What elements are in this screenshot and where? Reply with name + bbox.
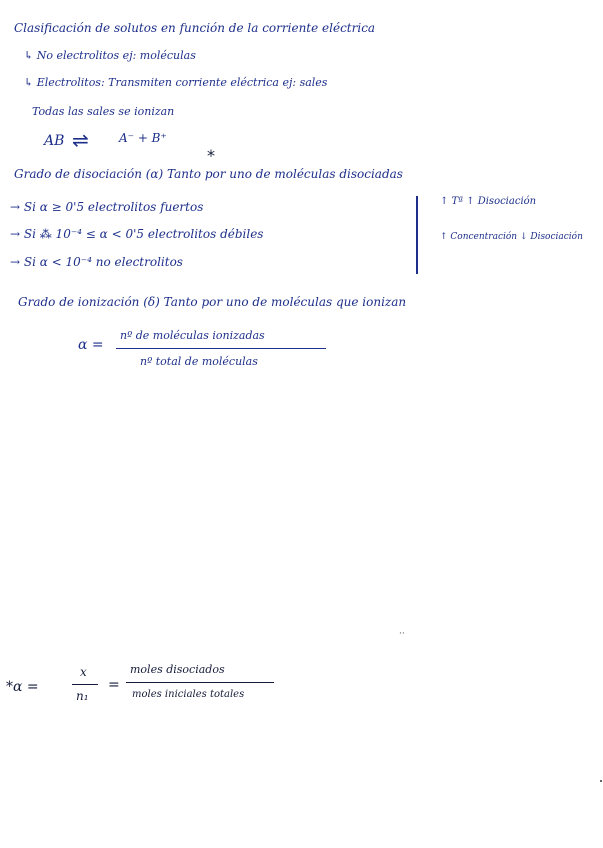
grado-ionizacion-heading: Grado de ionización (δ) Tanto por uno de moléculas que ionizan bbox=[18, 295, 407, 309]
bottom-fraction-bar bbox=[72, 684, 98, 685]
electrolitos-line: ↳ Electrolitos: Transmiten corriente eléctrica ej: sales bbox=[24, 76, 328, 89]
bottom-fraction2-numerator: moles disociados bbox=[130, 663, 225, 676]
side-note-concentration: ↑ Concentración ↓ Disociación bbox=[440, 232, 583, 242]
rule-strong: → Si α ≥ 0'5 electrolitos fuertos bbox=[10, 200, 204, 214]
asterisk-mark: * bbox=[207, 146, 215, 165]
stray-dot bbox=[600, 780, 602, 782]
equilibrium-arrow-icon: ⇌ bbox=[72, 128, 89, 152]
bottom-fraction2-bar bbox=[126, 682, 274, 683]
fraction-numerator: nº de moléculas ionizadas bbox=[120, 329, 265, 342]
fraction-denominator: nº total de moléculas bbox=[140, 355, 258, 368]
bottom-fraction-denominator: n₁ bbox=[76, 689, 89, 703]
equation-right: A⁻ + B⁺ bbox=[119, 131, 167, 145]
rule-weak: → Si ⁂ 10⁻⁴ ≤ α < 0'5 electrolitos débiles bbox=[10, 227, 264, 241]
title: Clasificación de solutos en función de la corriente eléctrica bbox=[14, 21, 376, 35]
bottom-equals: = bbox=[108, 677, 120, 693]
bottom-fraction-numerator: x bbox=[80, 665, 87, 679]
alpha-equals: α = bbox=[78, 337, 104, 353]
small-mark: ·· bbox=[399, 629, 405, 639]
bracket-line bbox=[416, 196, 418, 274]
equation-left: AB bbox=[44, 133, 65, 149]
sales-line: Todas las sales se ionizan bbox=[32, 105, 175, 118]
bottom-fraction2-denominator: moles iniciales totales bbox=[132, 689, 245, 700]
no-electrolitos-line: ↳ No electrolitos ej: moléculas bbox=[24, 49, 196, 62]
side-note-temperature: ↑ Tª ↑ Disociación bbox=[440, 196, 537, 207]
rule-none: → Si α < 10⁻⁴ no electrolitos bbox=[10, 255, 183, 269]
grado-disociacion-heading: Grado de disociación (α) Tanto por uno de moléculas disociadas bbox=[14, 167, 403, 181]
bottom-alpha-equals: *α = bbox=[6, 679, 39, 695]
fraction-bar bbox=[116, 348, 326, 349]
